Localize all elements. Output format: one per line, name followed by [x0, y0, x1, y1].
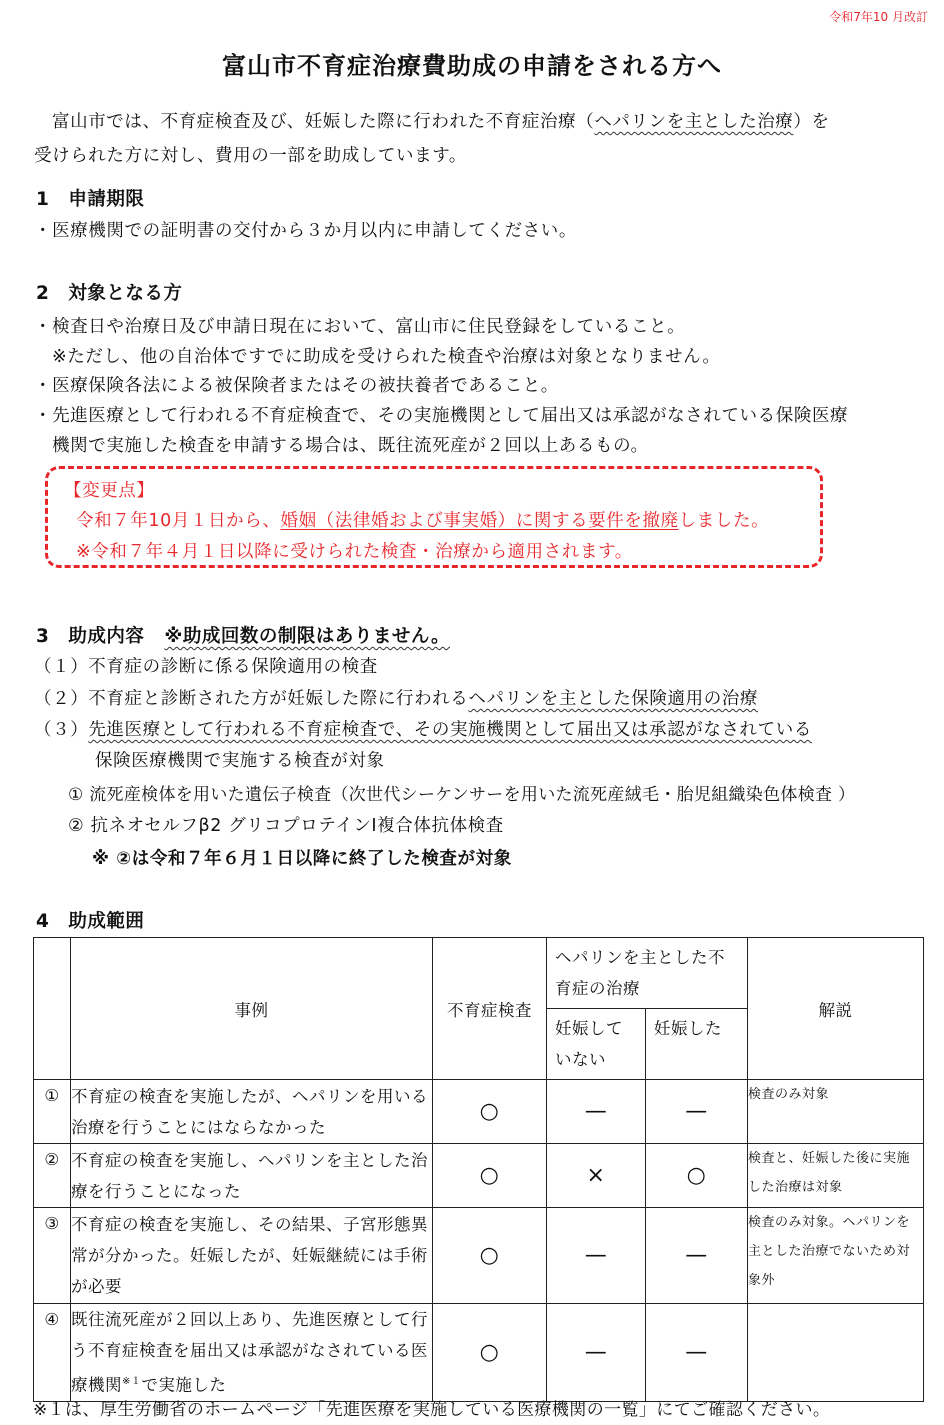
section2-item: ※ただし、他の自治体ですでに助成を受けられた検査や治療は対象となりません。 [52, 347, 721, 367]
section3-item-3-num: （３） [34, 720, 89, 740]
header-case: 事例 [71, 938, 433, 1080]
page-title: 富山市不育症治療費助成の申請をされる方へ [222, 52, 722, 80]
table-row [34, 1080, 924, 1144]
section3-note: ※助成回数の制限はありません。 [164, 626, 450, 647]
section3-item-3-underlined: 先進医療として行われる不育症検査で、その実施機関として届出又は承認がなされている [88, 720, 812, 740]
section2-item: ・先進医療として行われる不育症検査で、その実施機関として届出又は承認がなされている保険医療 [34, 406, 849, 426]
row-not-pregnant: — [547, 1208, 646, 1304]
row-pregnant: — [646, 1080, 748, 1144]
intro-line-2: 受けられた方に対し、費用の一部を助成しています。 [34, 146, 467, 166]
coverage-table [33, 937, 924, 1402]
footnote-marker: ※１ [122, 1376, 142, 1387]
row-note [748, 1304, 924, 1402]
section3-item-1: （１）不育症の診断に係る保険適用の検査 [34, 657, 378, 677]
row-case-tail: で実施した [141, 1375, 227, 1395]
row-note: 検査のみ対象 [748, 1080, 924, 1144]
section3-sub-1: ① 流死産検体を用いた遺伝子検査（次世代シーケンサーを用いた流死産絨毛・胎児組織染色体検査 ） [68, 785, 856, 805]
section3-sub-2: ② 抗ネオセルフβ2 グリコプロテインⅠ複合体抗体検査 [68, 816, 504, 836]
row-test: ○ [433, 1144, 547, 1208]
row-test: ○ [433, 1304, 547, 1402]
row-pregnant: — [646, 1304, 748, 1402]
row-not-pregnant: × [547, 1144, 646, 1208]
row-number: ② [34, 1144, 71, 1208]
row-case-text: 既往流死産が２回以上あり、先進医療として行う不育症検査を届出又は承認がなされている医療機関 [71, 1310, 428, 1395]
section1-heading: 1 申請期限 [36, 189, 145, 210]
section2-item: 機関で実施した検査を申請する場合は、既往流死産が２回以上あるもの。 [52, 436, 649, 456]
row-number: ③ [34, 1208, 71, 1304]
section3-item-2 [34, 685, 758, 710]
section4-heading: 4 助成範囲 [36, 911, 145, 932]
section3-sub-note: ※ ②は令和７年６月１日以降に終了した検査が対象 [92, 849, 512, 869]
row-not-pregnant: — [547, 1304, 646, 1402]
row-test: ○ [433, 1080, 547, 1144]
header-blank [34, 938, 71, 1080]
row-case: 不育症の検査を実施し、その結果、子宮形態異常が分かった。妊娠したが、妊娠継続には手術が必要 [71, 1208, 433, 1304]
row-case: 不育症の検査を実施したが、ヘパリンを用いる治療を行うことにはならなかった [71, 1080, 433, 1144]
notice-line-1 [76, 507, 769, 532]
notice-text-end: しました。 [678, 511, 770, 531]
header-pregnant: 妊娠した [646, 1009, 748, 1080]
section2-item: ・医療保険各法による被保険者またはその被扶養者であること。 [34, 376, 559, 396]
header-heparin: ヘパリンを主とした不育症の治療 [547, 938, 748, 1009]
row-not-pregnant: — [547, 1080, 646, 1144]
section3-item-3 [34, 716, 812, 741]
section1-item: ・医療機関での証明書の交付から３か月以内に申請してください。 [34, 221, 577, 241]
table-row [34, 1304, 924, 1402]
footnote: ※１は、厚生労働省のホームページ「先進医療を実施している医療機関の一覧」にてご確認ください。 [33, 1400, 831, 1420]
notice-line-2: ※令和７年４月１日以降に受けられた検査・治療から適用されます。 [76, 542, 633, 562]
header-note: 解説 [748, 938, 924, 1080]
table-row [34, 1208, 924, 1304]
section2-heading: 2 対象となる方 [36, 283, 183, 304]
section3-item-3-cont: 保険医療機関で実施する検査が対象 [95, 751, 385, 771]
row-number: ① [34, 1080, 71, 1144]
row-case: 不育症の検査を実施し、ヘパリンを主とした治療を行うことになった [71, 1144, 433, 1208]
section3-item-2-text: （２）不育症と診断された方が妊娠した際に行われる [34, 689, 469, 709]
row-test: ○ [433, 1208, 547, 1304]
table-row [34, 1144, 924, 1208]
intro-text: 富山市では、不育症検査及び、妊娠した際に行われた不育症治療（ [52, 112, 595, 132]
section3-item-2-underlined: ヘパリンを主とした保険適用の治療 [468, 689, 759, 709]
section3-heading [36, 622, 450, 648]
section2-item: ・検査日や治療日及び申請日現在において、富山市に住民登録をしていること。 [34, 317, 686, 337]
revision-date: 令和7年10 月改訂 [829, 10, 928, 24]
row-note: 検査と、妊娠した後に実施した治療は対象 [748, 1144, 924, 1208]
header-test: 不育症検査 [433, 938, 547, 1080]
notice-text: 令和７年10月１日から、 [76, 511, 281, 531]
intro-underlined: ヘパリンを主とした治療 [594, 112, 794, 132]
row-note: 検査のみ対象。ヘパリンを主とした治療でないため対象外 [748, 1208, 924, 1304]
notice-underlined: 婚姻（法律婚および事実婚）に関する要件を撤廃 [280, 511, 679, 531]
notice-label: 【変更点】 [64, 481, 155, 501]
intro-line-1 [34, 108, 830, 133]
row-case [71, 1304, 433, 1402]
row-pregnant: ○ [646, 1144, 748, 1208]
row-number: ④ [34, 1304, 71, 1402]
row-pregnant: — [646, 1208, 748, 1304]
section3-title: 3 助成内容 [36, 626, 145, 647]
intro-text-end: ）を [793, 112, 830, 132]
header-not-pregnant: 妊娠していない [547, 1009, 646, 1080]
